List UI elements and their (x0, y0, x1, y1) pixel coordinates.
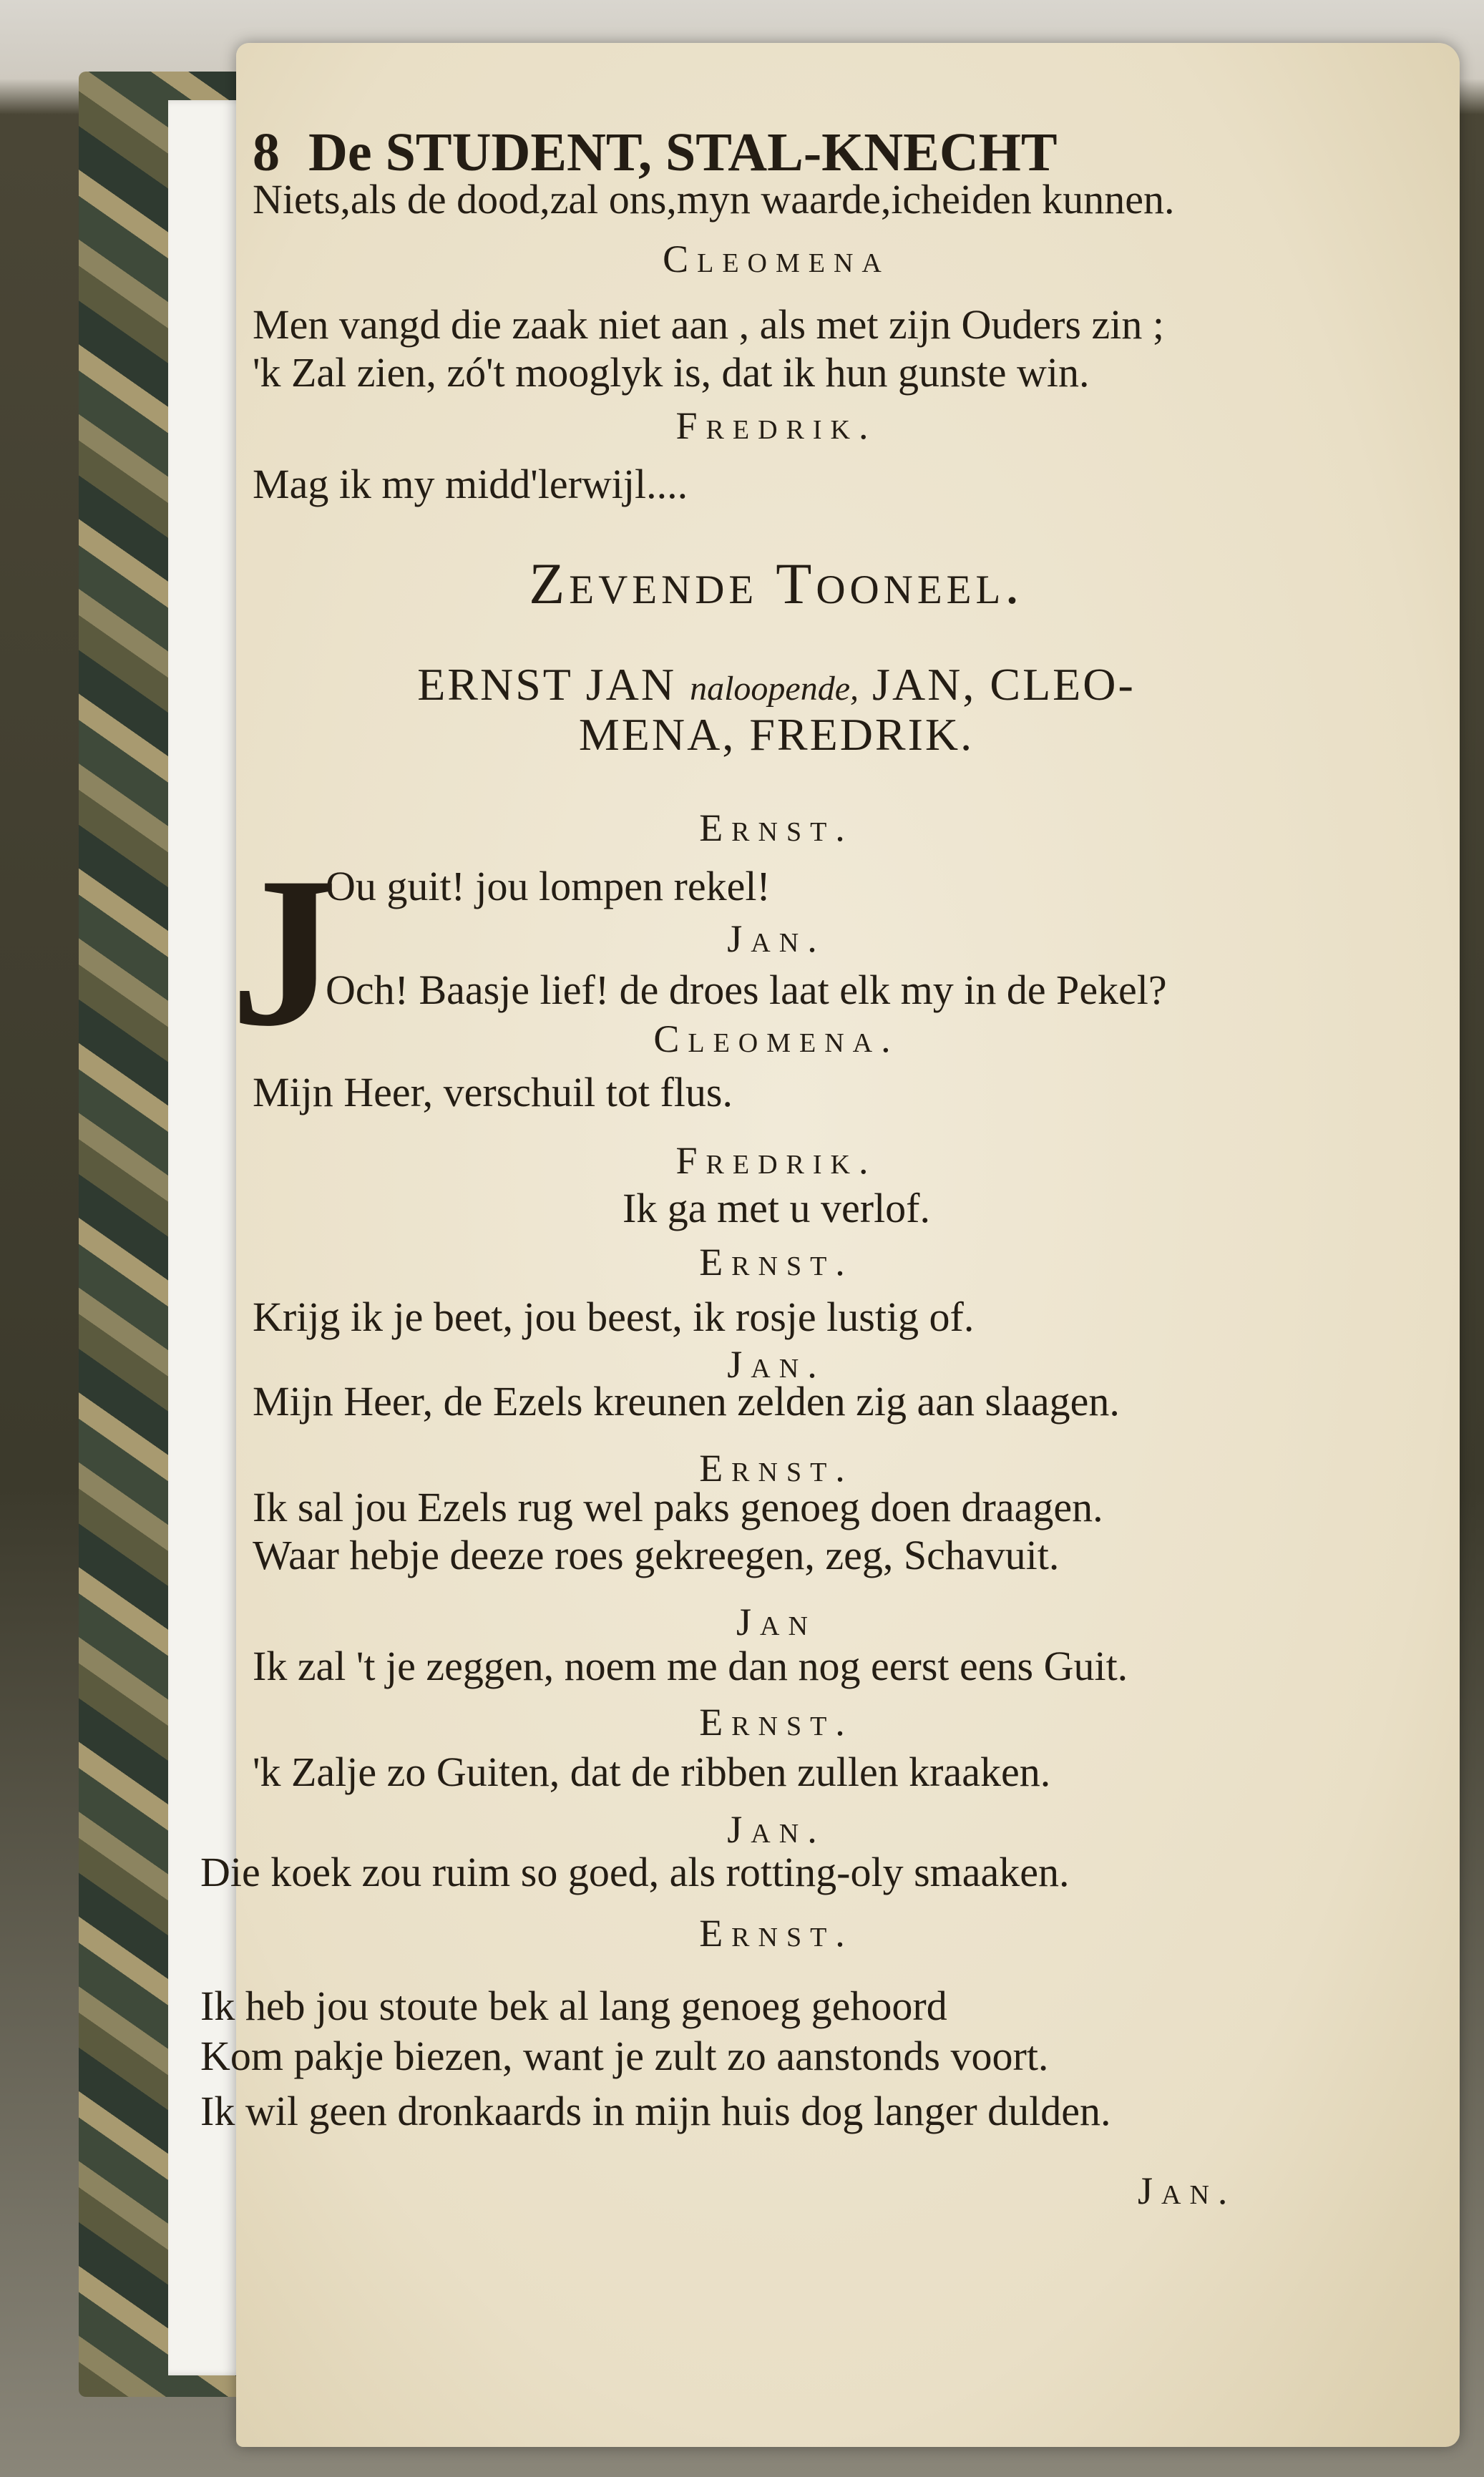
cast-name: JAN, CLEO- (872, 659, 1136, 710)
cast-name: ERNST JAN (417, 659, 677, 710)
catchword: Jan. (1138, 2169, 1236, 2212)
drop-cap: J (230, 833, 338, 1070)
speaker-name: Jan. (727, 1808, 826, 1851)
speaker-name: Cleomena (663, 238, 890, 280)
cast-note: naloopende, (690, 670, 859, 708)
verse-line: Niets,als de dood,zal ons,myn waarde,icheiden kunnen. (253, 176, 1175, 223)
speaker-name: Fredrik. (675, 404, 877, 447)
speaker-name: Jan. (727, 1343, 826, 1386)
verse-line: Mijn Heer, de Ezels kreunen zelden zig aan slaagen. (253, 1378, 1120, 1425)
verse-line: Ik sal jou Ezels rug wel paks genoeg doen draagen. (253, 1484, 1103, 1530)
running-head (253, 122, 1058, 182)
speaker-name: Ernst. (699, 1241, 854, 1284)
scene-title: Zevende Tooneel. (529, 551, 1024, 616)
verse-line: Die koek zou ruim so goed, als rotting-oly smaaken. (200, 1849, 1070, 1895)
speaker-name: Fredrik. (675, 1139, 877, 1182)
verse-line: Och! Baasje lief! de droes laat elk my in de Pekel? (326, 967, 1167, 1013)
verse-line: 'k Zalje zo Guiten, dat de ribben zullen kraaken. (253, 1749, 1051, 1795)
speaker-name: Ernst. (699, 1447, 854, 1490)
verse-line: Ik ga met u verlof. (622, 1185, 930, 1231)
verse-line: Waar hebje deeze roes gekreegen, zeg, Schavuit. (253, 1532, 1060, 1578)
verse-line: Ik zal 't je zeggen, noem me dan nog eerst eens Guit. (253, 1643, 1128, 1689)
speaker-name: Cleomena. (653, 1017, 899, 1060)
speaker-name: Jan. (727, 917, 826, 960)
verse-line: Mag ik my midd'lerwijl.... (253, 461, 688, 507)
speaker-name: Jan (736, 1601, 816, 1643)
page-number: 8 (253, 122, 280, 182)
verse-line: Krijg ik je beet, jou beest, ik rosje lustig of. (253, 1294, 975, 1340)
verse-line: Mijn Heer, verschuil tot flus. (253, 1069, 733, 1115)
verse-line: Men vangd die zaak niet aan , als met zijn Ouders zin ; (253, 301, 1164, 348)
verse-line: Ou guit! jou lompen rekel! (326, 863, 771, 909)
verse-line: Ik wil geen dronkaards in mijn huis dog langer dulden. (200, 2088, 1111, 2134)
scene-cast-cont: MENA, FREDRIK. (578, 709, 975, 760)
verse-line: Ik heb jou stoute bek al lang genoeg gehoord (200, 1983, 947, 2029)
running-head-title: De STUDENT, STAL-KNECHT (308, 122, 1058, 182)
speaker-name: Ernst. (699, 1701, 854, 1744)
speaker-name: Ernst. (699, 806, 854, 849)
scene-cast (243, 659, 1309, 710)
speaker-name: Ernst. (699, 1912, 854, 1955)
verse-line: 'k Zal zien, zó't mooglyk is, dat ik hun gunste win. (253, 349, 1090, 396)
verse-line: Kom pakje biezen, want je zult zo aanstonds voort. (200, 2033, 1049, 2079)
